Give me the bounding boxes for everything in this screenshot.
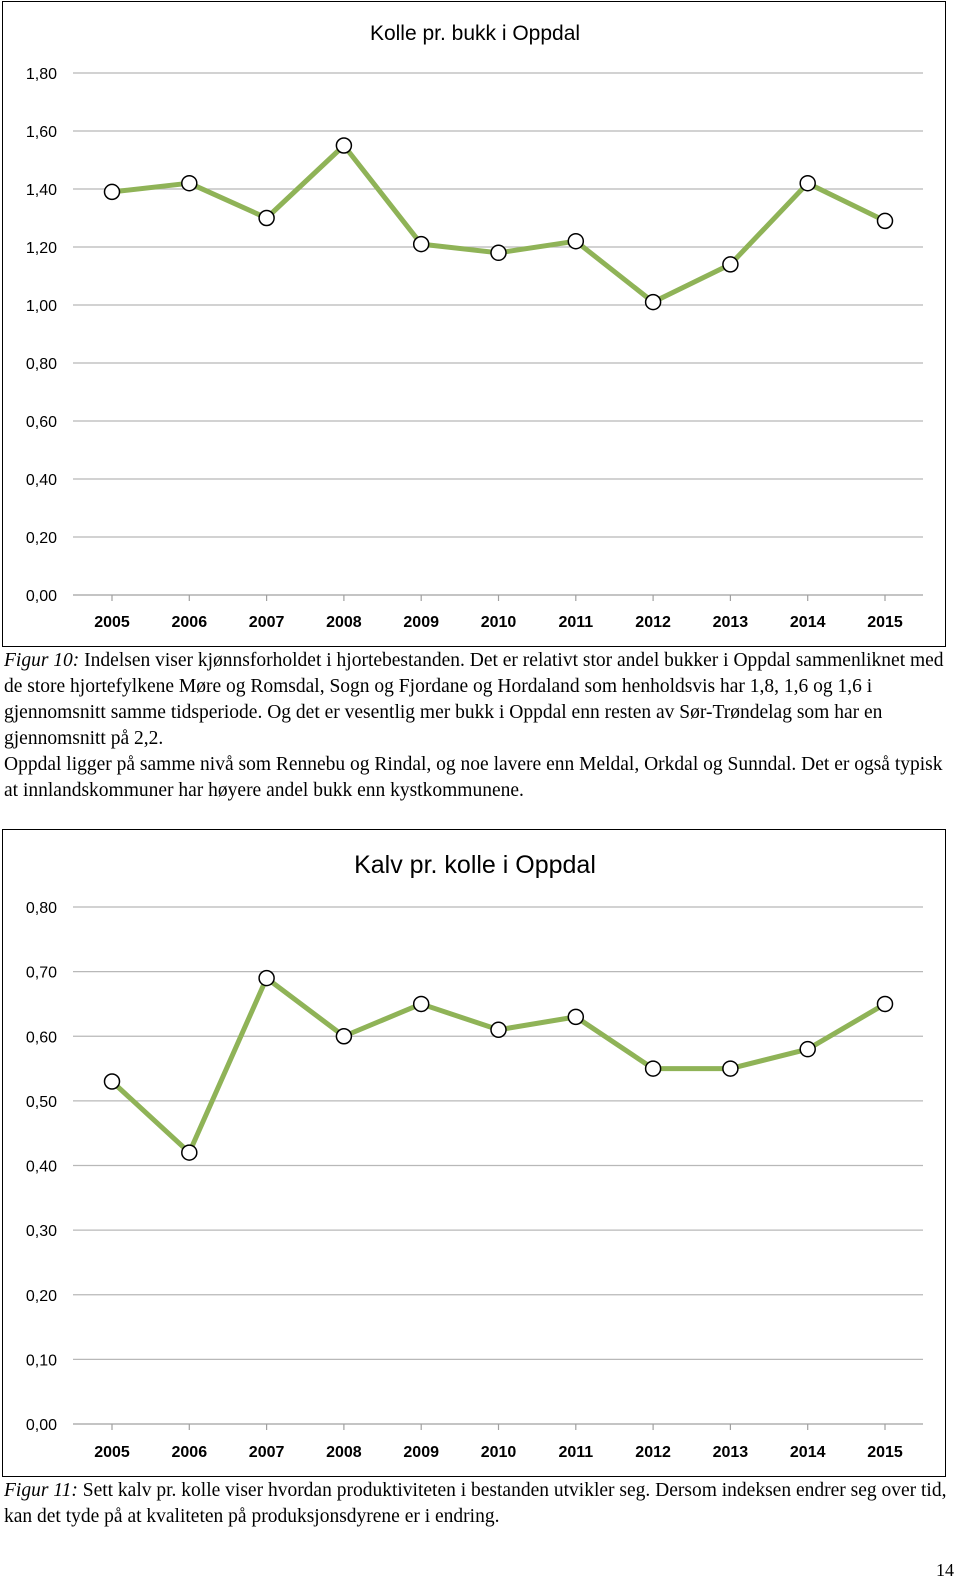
figure-10-caption — [4, 648, 954, 804]
data-point — [878, 996, 893, 1011]
chart-title: Kolle pr. bukk i Oppdal — [369, 22, 581, 45]
chart-kalv-pr-kolle-svg — [3, 830, 947, 1478]
data-point — [878, 213, 893, 228]
y-tick-label: 0,00 — [25, 588, 57, 605]
y-tick-label: 0,60 — [25, 414, 57, 431]
x-tick-label: 2009 — [403, 1444, 439, 1461]
x-tick-label: 2006 — [171, 1444, 208, 1461]
x-tick-label: 2006 — [171, 614, 208, 631]
figure-10-text-1: Indelsen viser kjønnsforholdet i hjortebestanden. Det er relativt stor andel bukker i Oppdal sammenliknet med de store hjortefylkene Møre og Romsdal, Sogn og Fjordane og Hordaland som henholdsvis har 1,8, 1,6 og 1,6 i gjennomsnitt samme tidsperiode. Og det er vesentlig mer bukk i Oppdal enn resten av Sør-Trøndelag som har en gjennomsnitt på 2,2. — [4, 650, 944, 749]
y-tick-label: 1,20 — [25, 240, 57, 257]
gridlines — [73, 73, 923, 595]
x-tick-label: 2014 — [789, 1444, 826, 1461]
y-tick-label: 0,80 — [25, 356, 57, 373]
data-point — [491, 245, 506, 260]
data-point — [336, 138, 351, 153]
y-tick-label: 1,00 — [25, 298, 57, 315]
x-tick-label: 2015 — [867, 1444, 903, 1461]
x-tick-label: 2013 — [712, 1444, 749, 1461]
figure-11-paragraph — [4, 1478, 954, 1530]
x-tick-label: 2005 — [94, 614, 130, 631]
y-tick-label: 1,40 — [25, 182, 57, 199]
y-tick-label: 1,80 — [25, 66, 57, 83]
figure-11-caption — [4, 1478, 954, 1530]
x-tick-label: 2012 — [635, 614, 671, 631]
data-point — [491, 1022, 506, 1037]
data-point — [800, 1042, 815, 1057]
x-tick-label: 2010 — [480, 614, 517, 631]
data-point — [800, 176, 815, 191]
x-tick-label: 2015 — [867, 614, 903, 631]
x-tick-label: 2011 — [558, 614, 594, 631]
y-tick-label: 0,10 — [25, 1352, 57, 1370]
page-number: 14 — [936, 1560, 954, 1580]
x-tick-label: 2005 — [94, 1444, 130, 1461]
x-tick-label: 2011 — [558, 1444, 594, 1461]
y-tick-label: 0,20 — [25, 530, 57, 547]
x-tick-label: 2010 — [480, 1444, 517, 1461]
x-tick-label: 2009 — [403, 614, 439, 631]
data-point — [568, 1009, 583, 1024]
y-tick-label: 0,50 — [25, 1093, 57, 1111]
data-point — [105, 1074, 120, 1089]
data-point — [646, 1061, 661, 1076]
y-tick-label: 0,70 — [25, 964, 57, 982]
figure-10-label: Figur 10: — [4, 650, 80, 671]
y-tick-label: 0,40 — [25, 1158, 57, 1176]
y-tick-label: 0,20 — [25, 1287, 57, 1305]
data-point — [568, 234, 583, 249]
gridlines — [73, 907, 923, 1424]
data-point — [182, 176, 197, 191]
data-point — [182, 1145, 197, 1160]
figure-10-paragraph-2: Oppdal ligger på samme nivå som Rennebu og Rindal, og noe lavere enn Meldal, Orkdal og Sunndal. Det er også typisk at innlandskommuner har høyere andel bukk enn kystkommunene. — [4, 754, 943, 801]
data-point — [723, 257, 738, 272]
chart-kolle-pr-bukk-svg — [3, 2, 947, 648]
data-point — [336, 1029, 351, 1044]
data-point — [414, 996, 429, 1011]
y-tick-label: 0,60 — [25, 1029, 57, 1047]
chart-title: Kalv pr. kolle i Oppdal — [354, 851, 596, 879]
y-tick-label: 0,80 — [25, 900, 57, 917]
y-tick-label: 1,60 — [25, 124, 57, 141]
y-tick-label: 0,30 — [25, 1223, 57, 1241]
data-point — [259, 971, 274, 986]
data-point — [723, 1061, 738, 1076]
x-tick-label: 2013 — [712, 614, 749, 631]
x-tick-label: 2008 — [326, 1444, 362, 1461]
y-tick-label: 0,40 — [25, 472, 57, 489]
y-tick-label: 0,00 — [25, 1417, 57, 1434]
figure-10-paragraph-1 — [4, 648, 954, 752]
figure-11-text: Sett kalv pr. kolle viser hvordan produktiviteten i bestanden utvikler seg. Dersom indeksen endrer seg over tid, kan det tyde på at kvaliteten på produksjonsdyrene er i endring. — [4, 1480, 947, 1527]
chart-kolle-pr-bukk — [2, 1, 946, 647]
data-point — [414, 237, 429, 252]
x-tick-label: 2007 — [248, 1444, 285, 1461]
figure-11-label: Figur 11: — [4, 1480, 78, 1501]
data-point — [259, 211, 274, 226]
data-point — [105, 184, 120, 199]
chart-kalv-pr-kolle — [2, 829, 946, 1477]
series-line — [112, 146, 885, 303]
series-line — [112, 978, 885, 1152]
x-tick-label: 2007 — [248, 614, 285, 631]
x-tick-label: 2008 — [326, 614, 362, 631]
x-tick-label: 2012 — [635, 1444, 671, 1461]
x-tick-label: 2014 — [789, 614, 826, 631]
data-point — [646, 295, 661, 310]
